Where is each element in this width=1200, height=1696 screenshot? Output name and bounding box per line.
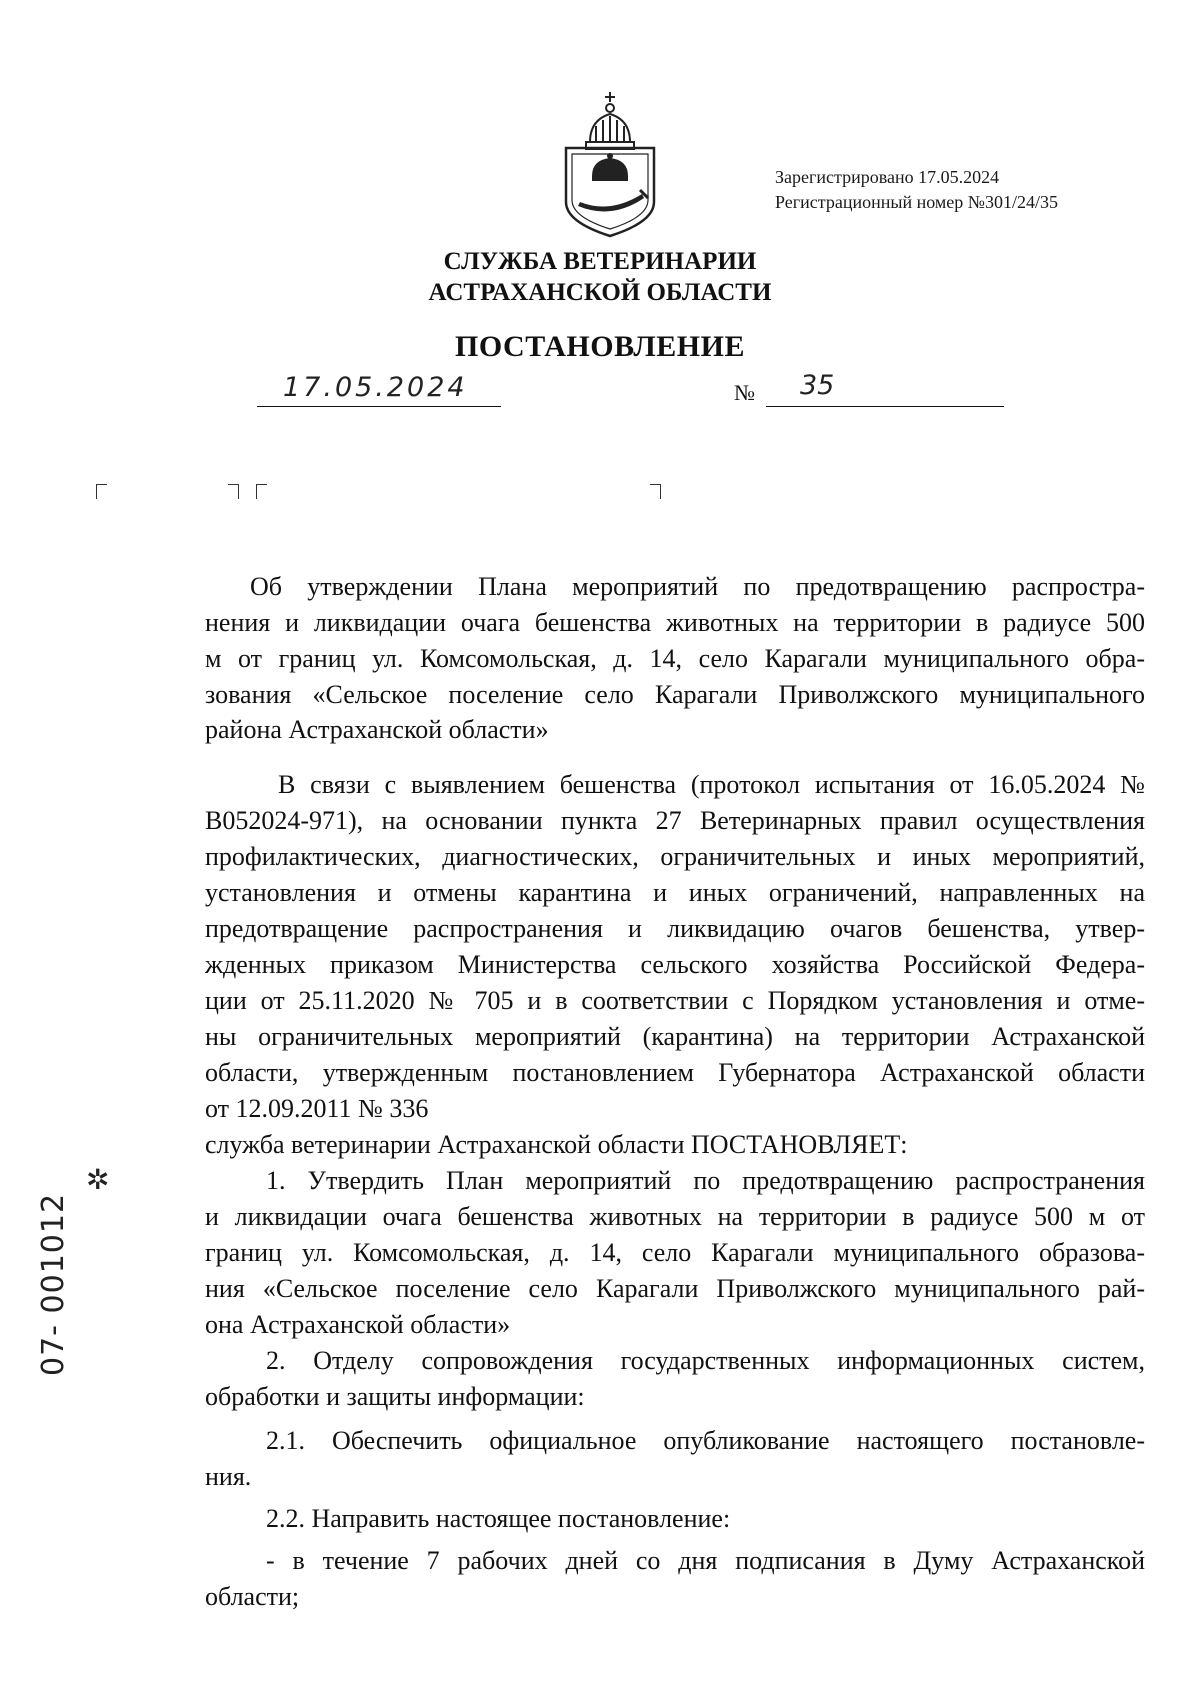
body-line: профилактических, диагностических, ограничительных и иных мероприятий, [205, 842, 1145, 871]
number-sign: № [734, 380, 755, 405]
body-line: ны ограничительных мероприятий (карантина) на территории Астраханской [205, 1022, 1145, 1051]
date-underline [257, 406, 501, 407]
body-line: от 12.09.2011 № 336 [205, 1094, 429, 1123]
asterisk-mark: ✲ [86, 1165, 110, 1196]
body-line: 2.2. Направить настоящее постановление: [266, 1504, 731, 1533]
registration-info [775, 165, 1058, 215]
body-line: 2. Отделу сопровождения государственных информационных систем, [266, 1346, 1145, 1375]
handwritten-date: 17.05.2024 [283, 372, 468, 403]
body-line: В052024-971), на основании пункта 27 Ветеринарных правил осуществления [205, 806, 1145, 835]
body-line: - в течение 7 рабочих дней со дня подписания в Думу Астраханской [266, 1546, 1145, 1575]
body-line: 2.1. Обеспечить официальное опубликование настоящего постановле- [266, 1426, 1145, 1455]
body-line: области; [205, 1582, 300, 1611]
body-line: она Астраханской области» [205, 1310, 511, 1339]
subject-line: Об утверждении Плана мероприятий по предотвращению распростра- [250, 572, 1145, 601]
subject-line: зования «Сельское поселение село Карагали Приволжского муниципального [205, 680, 1145, 709]
number-underline [766, 406, 1004, 407]
coat-of-arms-emblem [560, 90, 660, 238]
subject-line: нения и ликвидации очага бешенства животных на территории в радиусе 500 [205, 608, 1145, 637]
body-line: ния «Сельское поселение село Карагали Приволжского муниципального рай- [205, 1274, 1145, 1303]
body-line: В связи с выявлением бешенства (протокол испытания от 16.05.2024 № [278, 770, 1145, 799]
body-line: 1. Утвердить План мероприятий по предотвращению распространения [266, 1166, 1145, 1195]
corner-bracket-right [650, 484, 661, 499]
corner-bracket-left [256, 484, 267, 499]
subject-line: м от границ ул. Комсомольская, д. 14, село Карагали муниципального обра- [205, 644, 1145, 673]
body-line: и ликвидации очага бешенства животных на территории в радиусе 500 м от [205, 1202, 1145, 1231]
corner-bracket-left [96, 484, 107, 499]
agency-name [300, 246, 900, 308]
corner-bracket-right [228, 484, 239, 499]
document-type-title: ПОСТАНОВЛЕНИЕ [455, 330, 745, 363]
body-line: предотвращение распространения и ликвидацию очагов бешенства, утвер- [205, 914, 1145, 943]
agency-name-line1: СЛУЖБА ВЕТЕРИНАРИИ [443, 248, 757, 275]
registration-date: Зарегистрировано 17.05.2024 [775, 167, 1000, 187]
body-line: ния. [205, 1462, 252, 1491]
agency-name-line2: АСТРАХАНСКОЙ ОБЛАСТИ [428, 279, 772, 306]
body-line: обработки и защиты информации: [205, 1382, 585, 1411]
body-line: области, утвержденным постановлением Губернатора Астраханской области [205, 1058, 1145, 1087]
body-line: ции от 25.11.2020 № 705 и в соответствии с Порядком установления и отме- [205, 986, 1145, 1015]
body-line: жденных приказом Министерства сельского хозяйства Российской Федера- [205, 950, 1145, 979]
body-line: границ ул. Комсомольская, д. 14, село Карагали муниципального образова- [205, 1238, 1145, 1267]
resolution-line: служба ветеринарии Астраханской области ПОСТАНОВЛЯЕТ: [205, 1130, 908, 1159]
subject-line: района Астраханской области» [205, 715, 549, 744]
handwritten-number: 35 [800, 370, 835, 401]
margin-stamp-code: 07- 001012 [36, 1192, 71, 1376]
registration-number: Регистрационный номер №301/24/35 [775, 192, 1058, 212]
body-line: установления и отмены карантина и иных ограничений, направленных на [205, 878, 1145, 907]
